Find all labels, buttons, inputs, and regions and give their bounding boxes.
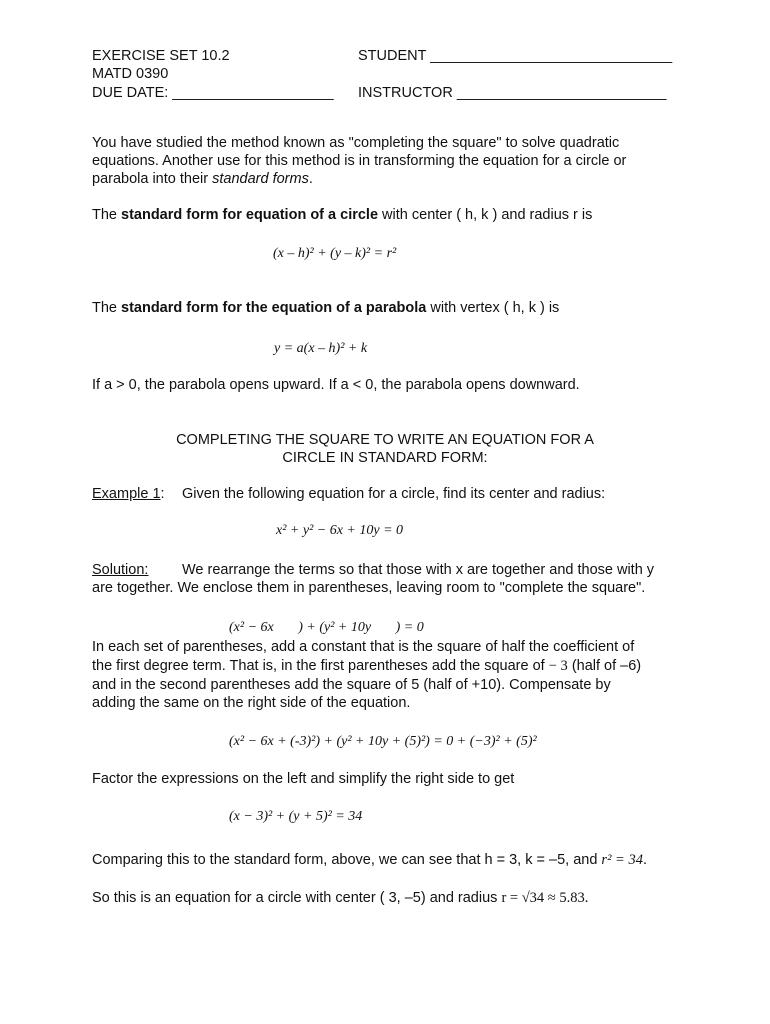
solution-label-text: Solution:	[92, 562, 149, 578]
intro-line-3	[92, 170, 313, 188]
instructions-line-3: and in the second parentheses add the square of 5 (half of +10). Compensate by	[92, 677, 611, 693]
exercise-set-label: EXERCISE SET 10.2	[92, 48, 230, 64]
instructions-line-1: In each set of parentheses, add a constant that is the square of half the coefficient of	[92, 639, 635, 655]
intro-line-1: You have studied the method known as "completing the square" to solve quadratic	[92, 135, 620, 151]
comparison-sentence	[92, 851, 647, 869]
instructions-line-4: adding the same on the right side of the equation.	[92, 695, 411, 711]
comparison-text: Comparing this to the standard form, above, we can see that h = 3, k = –5, and	[92, 852, 602, 868]
factor-instruction: Factor the expressions on the left and simplify the right side to get	[92, 771, 515, 787]
parabola-form-sentence	[92, 299, 559, 317]
intro-line-2: equations. Another use for this method is in transforming the equation for a circle or	[92, 153, 627, 169]
circle-standard-equation: (x – h)² + (y – k)² = r²	[273, 246, 397, 261]
solution-line-2: are together. We enclose them in parentheses, leaving room to "complete the square".	[92, 580, 646, 596]
intro-line-3-end: .	[308, 171, 313, 187]
example-1-colon: :	[160, 486, 165, 502]
instructions-line-2-text: the first degree term. That is, in the first parentheses add the square of	[92, 658, 549, 674]
parabola-form-suffix: with vertex ( h, k ) is	[426, 300, 560, 316]
instructions-line-2-end: (half of –6)	[567, 658, 642, 674]
student-field: STUDENT ______________________________	[358, 48, 673, 64]
section-heading-line-2: CIRCLE IN STANDARD FORM:	[282, 450, 488, 466]
completed-square-equation: (x² − 6x + (-3)²) + (y² + 10y + (5)²) = 0 + (−3)² + (5)²	[229, 734, 537, 749]
parabola-standard-equation: y = a(x – h)² + k	[274, 341, 368, 356]
solution-label	[92, 561, 148, 579]
circle-form-bold: standard form for equation of a circle	[121, 207, 379, 223]
minus-three-math: − 3	[548, 658, 568, 674]
factored-equation: (x − 3)² + (y + 5)² = 34	[229, 809, 363, 824]
parabola-form-bold: standard form for the equation of a parabola	[121, 300, 427, 316]
example-1-equation: x² + y² − 6x + 10y = 0	[276, 523, 404, 538]
parabola-direction-note: If a > 0, the parabola opens upward. If a < 0, the parabola opens downward.	[92, 377, 580, 393]
conclusion-text: So this is an equation for a circle with center ( 3, –5) and radius	[92, 890, 502, 906]
example-1-prompt: Given the following equation for a circle, find its center and radius:	[182, 486, 606, 502]
radius-math: r = √34 ≈ 5.83.	[501, 890, 589, 906]
solution-line-1: We rearrange the terms so that those with x are together and those with y	[182, 562, 655, 578]
intro-line-3-text: parabola into their	[92, 171, 213, 187]
r-squared-math: r² = 34	[601, 852, 643, 868]
circle-form-suffix: with center ( h, k ) and radius r is	[378, 207, 593, 223]
example-1-label	[92, 485, 165, 503]
grouped-terms-equation: (x² − 6x ) + (y² + 10y ) = 0	[229, 620, 424, 635]
section-heading-line-1: COMPLETING THE SQUARE TO WRITE AN EQUATION FOR A	[176, 432, 594, 448]
due-date-field: DUE DATE: ____________________	[92, 85, 334, 101]
instructor-field: INSTRUCTOR __________________________	[358, 85, 667, 101]
conclusion-sentence	[92, 889, 588, 907]
course-label: MATD 0390	[92, 66, 169, 82]
instructions-line-2	[92, 657, 641, 675]
circle-form-prefix: The	[92, 207, 122, 223]
standard-forms-emphasis: standard forms	[212, 171, 309, 187]
comparison-end: .	[642, 852, 647, 868]
parabola-form-prefix: The	[92, 300, 122, 316]
circle-form-sentence	[92, 206, 592, 224]
example-1-label-text: Example 1	[92, 486, 161, 502]
